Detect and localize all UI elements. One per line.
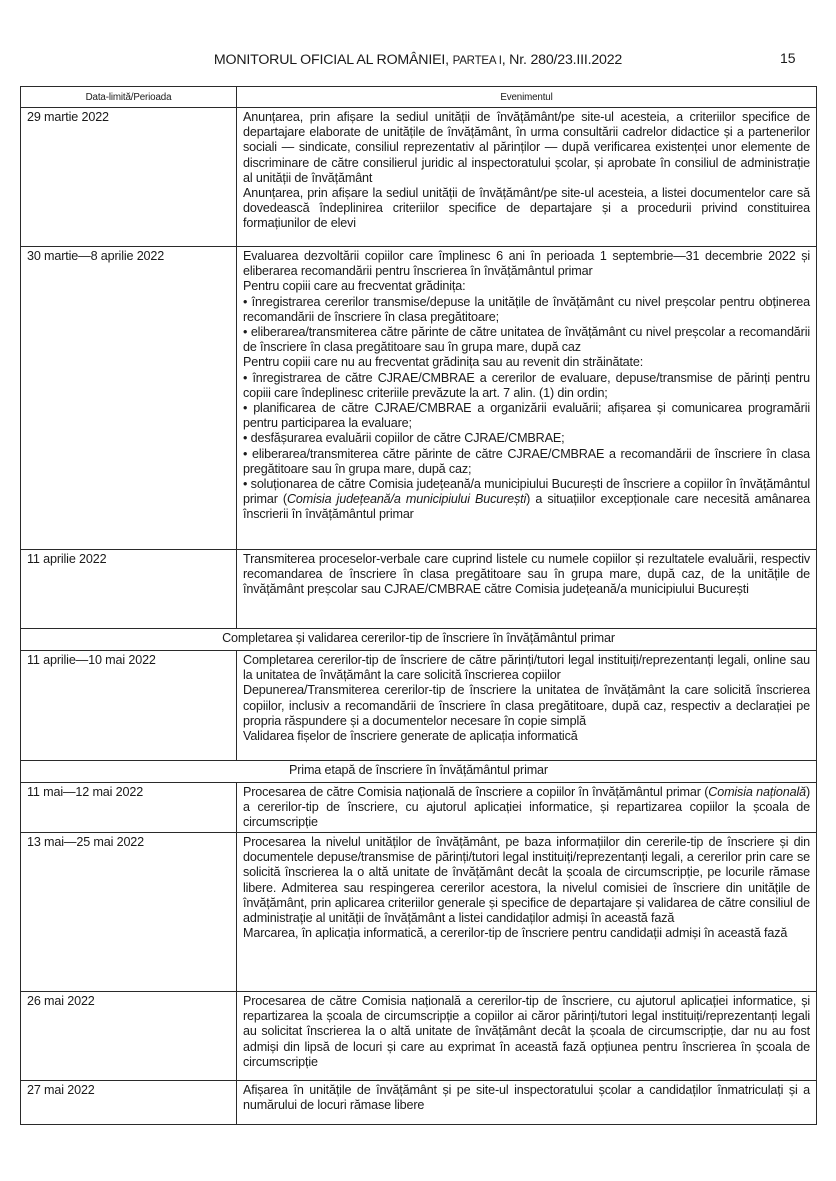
row-event: [237, 108, 817, 247]
row-date: 27 mai 2022: [21, 1081, 237, 1125]
row-event: [237, 1081, 817, 1125]
section-heading: Completarea și validarea cererilor-tip de înscriere în învățământul primar: [21, 629, 817, 651]
table-header-row: [21, 87, 817, 108]
title-main: MONITORUL OFICIAL AL ROMÂNIEI,: [213, 52, 453, 68]
event-paragraph: Evaluarea dezvoltării copiilor care împlinesc 6 ani în perioada 1 septembrie—31 decembrie 2022 și eliberarea recomandării pentru înscrierea în învățământul primar: [243, 249, 810, 279]
row-date: 26 mai 2022: [21, 992, 237, 1081]
event-bullet: • planificarea de către CJRAE/CMBRAE a organizării evaluării; afișarea și comunicarea programării pentru participarea la evaluare;: [243, 401, 810, 431]
publication-title: [0, 52, 836, 68]
column-header-date: Data-limită/Perioada: [21, 87, 237, 108]
event-paragraph: Pentru copiii care nu au frecventat grădinița sau au revenit din străinătate:: [243, 355, 644, 370]
row-date: 11 aprilie—10 mai 2022: [21, 651, 237, 761]
section-row: [21, 761, 817, 783]
title-issue: , Nr. 280/23.III.2022: [501, 52, 623, 68]
table-row: [21, 992, 817, 1081]
row-date: 29 martie 2022: [21, 108, 237, 247]
text-run: ) a cererilor-tip de înscriere, cu ajutorul aplicației informatice, și repartizarea copiilor la școala de circumscripție: [243, 785, 810, 830]
italic-run: Comisia națională: [708, 785, 806, 799]
title-part: PARTEA I: [452, 55, 502, 67]
page-number: 15: [780, 50, 796, 66]
table-row: [21, 247, 817, 550]
event-bullet: • eliberarea/transmiterea către părinte de către CJRAE/CMBRAE a recomandării de înscriere în clasa pregătitoare sau în grupa mare, după caz;: [243, 446, 810, 476]
text-run: • soluționarea de către Comisia județeană/a municipiului București de înscriere a copiilor în învățământul primar (: [243, 477, 810, 507]
table-row: [21, 550, 817, 629]
section-row: [21, 629, 817, 651]
row-event: [237, 550, 817, 629]
row-event: [237, 833, 817, 992]
row-event: [237, 247, 817, 550]
row-event: [237, 651, 817, 761]
row-date: 11 mai—12 mai 2022: [21, 783, 237, 833]
row-date: 30 martie—8 aprilie 2022: [21, 247, 237, 550]
column-header-event: Evenimentul: [237, 87, 817, 108]
schedule-table: [20, 86, 817, 1125]
event-paragraph: Completarea cererilor-tip de înscriere de către părinți/tutori legal instituiți/reprezentanți legali, online sau la unitatea de învățământ la care solicită înscrierea copiilor: [243, 653, 810, 683]
row-event: [237, 992, 817, 1081]
table-row: [21, 833, 817, 992]
event-paragraph: Anunțarea, prin afișare la sediul unității de învățământ/pe site-ul acesteia, a criteriilor specifice de departajare elaborate de unitățile de învățământ, în urma consultării cadrelor didactice și a partenerilor sociali — sindicate, consiliul reprezentativ al părinților — după verificarea existenței unor elemente de discriminare de către consilierul juridic al inspectoratului școlar, și aprobate în consiliul de administrație al unității de învățământ: [243, 110, 810, 185]
event-bullet: [243, 477, 810, 523]
event-bullet: • înregistrarea de către CJRAE/CMBRAE a cererilor de evaluare, depuse/transmise de părinți pentru copiii care îndeplinesc criteriile prevăzute la art. 7 alin. (1) din ordin;: [243, 370, 810, 400]
event-bullet: • eliberarea/transmiterea către părinte de către unitatea de învățământ cu nivel preșcolar a recomandării de înscriere în clasa pregătitoare sau în grupa mare, după caz: [243, 325, 810, 355]
text-run: ) a situațiilor excepționale care necesită amânarea înscrierii în învățământul primar: [243, 492, 810, 522]
table-row: [21, 1081, 817, 1125]
section-heading: Prima etapă de înscriere în învățământul primar: [21, 761, 817, 783]
italic-run: Comisia județeană/a municipiului București: [286, 492, 527, 507]
table-row: [21, 651, 817, 761]
event-paragraph: [243, 785, 810, 831]
row-date: 13 mai—25 mai 2022: [21, 833, 237, 992]
event-bullet: • desfășurarea evaluării copiilor de către CJRAE/CMBRAE;: [243, 431, 565, 446]
event-paragraph: Transmiterea proceselor-verbale care cuprind listele cu numele copiilor și rezultatele evaluării, respectiv recomandarea de înscriere în clasa pregătitoare sau în grupa mare, după caz, de la unitățile de învățământ preșcolar sau CJRAE/CMBRAE către Comisia județeană/a municipiului București: [243, 552, 810, 597]
page-header: [0, 50, 836, 72]
event-paragraph: Procesarea la nivelul unităților de învățământ, pe baza informațiilor din cererile-tip de înscriere și din documentele depuse/transmise de părinți/tutori legal instituiți/reprezentanți legali, a cererilor prin care se solicită înscrierea la o altă unitate de învățământ decât la școala de circumscripție, pe locurile rămase libere. Admiterea sau respingerea cererilor acestora, la nivelul comisiei de înscriere din unitățile de învățământ, prin aplicarea criteriilor generale și specifice de departajare și validarea de către consiliul de administrație al unității de învățământ a listei candidaților admiși în această fază: [243, 835, 810, 926]
event-paragraph: Pentru copiii care au frecventat grădinița:: [243, 279, 466, 294]
table-row: [21, 108, 817, 247]
event-paragraph: Procesarea de către Comisia națională a cererilor-tip de înscriere, cu ajutorul aplicației informatice, și repartizarea la școala de circumscripție a copiilor ai căror părinți/tutori legal instituiți/reprezentanți legali au solicitat înscrierea la o altă unitate de învățământ decât la școala de circumscripție, dar nu au fost admiși din lipsă de locuri și care au exprimat în această fază opțiunea pentru înscrierea în școala de circumscripție: [243, 994, 810, 1069]
event-paragraph: Depunerea/Transmiterea cererilor-tip de înscriere la unitatea de învățământ la care solicită înscrierea copiilor, inclusiv a recomandării de înscriere în clasa pregătitoare, după caz, respectiv a declarației pe propria răspundere și a documentelor necesare în copie simplă: [243, 683, 810, 728]
event-paragraph: Anunțarea, prin afișare la sediul unității de învățământ/pe site-ul acesteia, a listei documentelor care să dovedească îndeplinirea criteriilor specifice de departajare și a procedurii privind constituirea formațiunilor de elevi: [243, 186, 810, 231]
event-paragraph: Marcarea, în aplicația informatică, a cererilor-tip de înscriere pentru candidații admiși în această fază: [243, 926, 788, 941]
row-event: [237, 783, 817, 833]
event-paragraph: Afișarea în unitățile de învățământ și pe site-ul inspectoratului școlar a candidaților înmatriculați și a numărului de locuri rămase libere: [243, 1083, 810, 1113]
event-bullet: • înregistrarea cererilor transmise/depuse la unitățile de învățământ cu nivel preșcolar pentru obținerea recomandării de înscriere în clasa pregătitoare;: [243, 294, 810, 324]
event-paragraph: Validarea fișelor de înscriere generate de aplicația informatică: [243, 729, 578, 744]
row-date: 11 aprilie 2022: [21, 550, 237, 629]
table-row: [21, 783, 817, 833]
text-run: Procesarea de către Comisia națională de înscriere a copiilor în învățământul primar (: [243, 785, 709, 799]
